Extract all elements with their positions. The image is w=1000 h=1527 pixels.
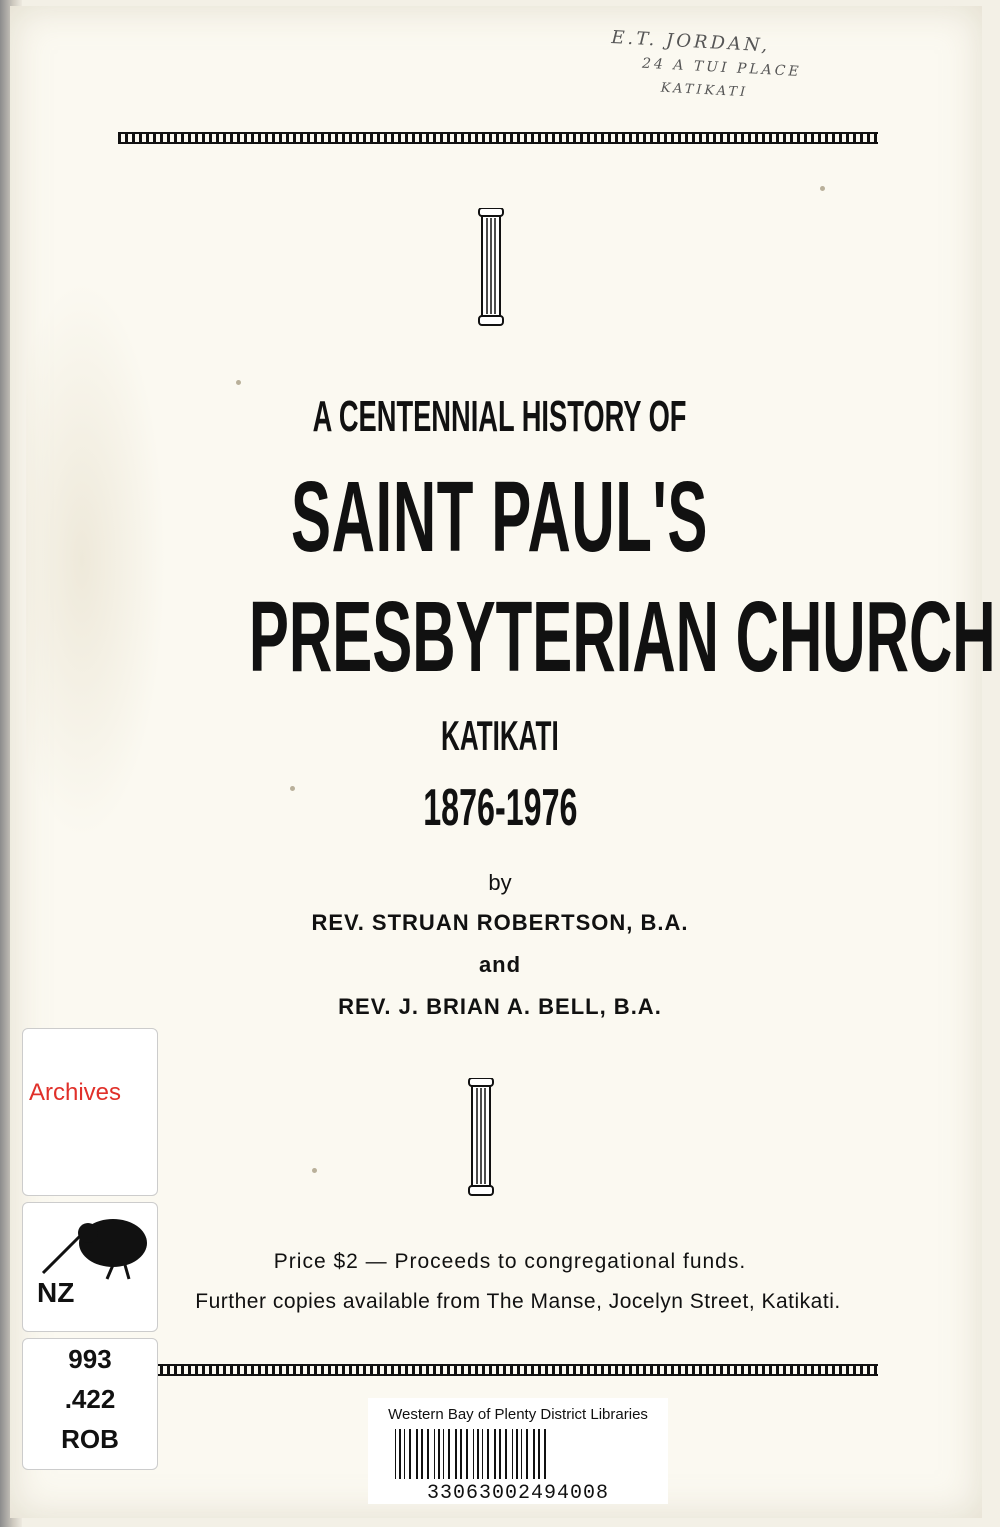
barcode-bar	[526, 1429, 528, 1479]
barcode-bar	[460, 1429, 462, 1479]
archives-label-text: Archives	[29, 1079, 122, 1106]
call-number-line-1: 993	[68, 1344, 112, 1374]
year-range-text: 1876-1976	[422, 779, 578, 837]
top-decorative-rule	[118, 132, 878, 144]
barcode-bar	[404, 1429, 405, 1479]
barcode-library-name: Western Bay of Plenty District Libraries	[388, 1406, 648, 1423]
barcode-bar	[499, 1429, 501, 1479]
author-1: REV. STRUAN ROBERTSON, B.A.	[311, 910, 689, 935]
barcode-bar	[533, 1429, 535, 1479]
barcode-bar	[512, 1429, 513, 1479]
barcode-bar	[482, 1429, 483, 1479]
barcode-number: 33063002494008	[426, 1482, 610, 1505]
barcode-bar	[544, 1429, 546, 1479]
title-line-2-text: SAINT PAUL'S	[291, 461, 709, 573]
title-line-3	[0, 580, 1000, 695]
top-column-ornament	[478, 208, 504, 326]
archives-label	[22, 1028, 158, 1196]
author-2: REV. J. BRIAN A. BELL, B.A.	[338, 994, 662, 1019]
barcode-bar	[416, 1429, 418, 1479]
barcode-bar	[494, 1429, 496, 1479]
barcode-bar	[421, 1429, 423, 1479]
barcode-bar	[448, 1429, 450, 1479]
barcode-bar	[399, 1429, 401, 1479]
barcode-bar	[466, 1429, 468, 1479]
call-number-line-2: .422	[64, 1384, 116, 1414]
barcode-bar	[438, 1429, 440, 1479]
place-name	[0, 712, 1000, 760]
barcode-bars	[393, 1429, 643, 1479]
barcode-bar	[427, 1429, 429, 1479]
speck	[290, 786, 295, 791]
place-name-text: KATIKATI	[441, 712, 559, 759]
title-line-1	[0, 392, 1000, 442]
speck	[236, 380, 241, 385]
nz-text: NZ	[37, 1277, 75, 1308]
bottom-decorative-rule	[118, 1364, 878, 1376]
title-line-3-text: PRESBYTERIAN CHURCH	[248, 581, 996, 693]
by-label: by	[488, 870, 512, 895]
barcode-bar	[516, 1429, 518, 1479]
barcode-bar	[443, 1429, 444, 1479]
title-line-2	[0, 460, 1000, 575]
handwritten-line-1: E.T. JORDAN,	[610, 27, 771, 57]
handwritten-line-2: 24 A TUI PLACE	[641, 55, 803, 81]
barcode-bar	[395, 1429, 396, 1479]
barcode-bar	[538, 1429, 540, 1479]
bottom-column-ornament	[468, 1078, 494, 1196]
kiwi-icon	[33, 1211, 163, 1281]
title-line-1-text: A CENTENNIAL HISTORY OF	[313, 392, 687, 441]
and-label: and	[478, 952, 522, 977]
speck	[820, 186, 825, 191]
copies-line: Further copies available from The Manse, Jocelyn Street, Katikati.	[195, 1290, 841, 1313]
barcode-bar	[455, 1429, 457, 1479]
call-number-line-3: ROB	[61, 1424, 119, 1454]
barcode-bar	[409, 1429, 411, 1479]
barcode-bar	[487, 1429, 489, 1479]
nz-kiwi-label	[22, 1202, 158, 1332]
year-range	[0, 778, 1000, 838]
barcode-bar	[434, 1429, 435, 1479]
handwritten-line-3: KATIKATI	[660, 80, 749, 101]
handwritten-owner-note	[608, 26, 841, 110]
barcode-bar	[477, 1429, 479, 1479]
speck	[312, 1168, 317, 1173]
barcode-bar	[521, 1429, 522, 1479]
call-number-label	[22, 1338, 158, 1470]
barcode-bar	[505, 1429, 507, 1479]
barcode-bar	[473, 1429, 474, 1479]
barcode-sticker	[368, 1398, 668, 1504]
price-line: Price $2 — Proceeds to congregational funds.	[273, 1250, 747, 1273]
